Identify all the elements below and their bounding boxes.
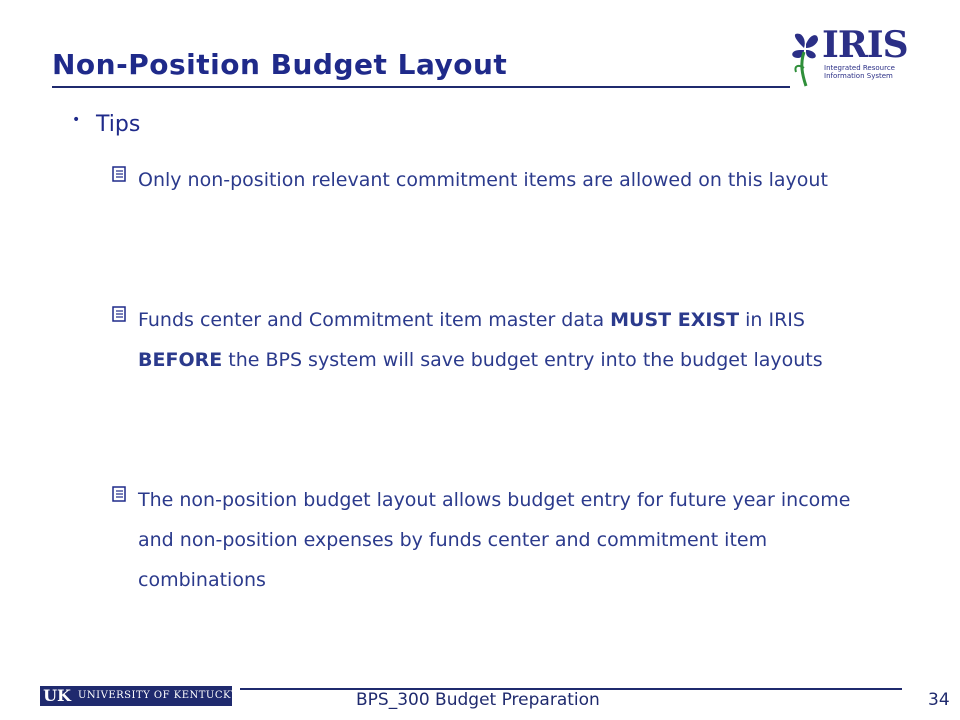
text-run: Only non-position relevant commitment items are allowed on this layout [138, 169, 828, 191]
emphasis-text: BEFORE [138, 349, 223, 371]
text-run: Funds center and Commitment item master data [138, 309, 611, 331]
list-item-text [138, 160, 868, 200]
emphasis-text: MUST EXIST [610, 309, 740, 331]
university-mark: UK [43, 686, 71, 705]
bullet-dot: • [72, 112, 81, 128]
page-number: 34 [928, 690, 950, 710]
text-run: The non-position budget layout allows budget entry for future year income and non-position expenses by funds center and commitment item combinations [138, 489, 851, 591]
university-name: UNIVERSITY OF KENTUCKY [78, 690, 238, 701]
title-underline [52, 86, 790, 88]
list-bullet-icon [112, 166, 126, 182]
footer-course-title: BPS_300 Budget Preparation [356, 690, 600, 710]
logo-subtitle: Integrated Resource Information System [824, 64, 895, 80]
list-bullet-icon [112, 306, 126, 322]
list-bullet-icon [112, 486, 126, 502]
bullet-heading: Tips [96, 112, 141, 137]
list-item-text [138, 480, 868, 600]
logo-wordmark: IRIS [822, 24, 908, 66]
text-run: the BPS system will save budget entry into the budget layouts [222, 349, 823, 371]
slide-title: Non-Position Budget Layout [52, 48, 508, 81]
text-run: in IRIS [739, 309, 805, 331]
list-item-text [138, 300, 868, 380]
